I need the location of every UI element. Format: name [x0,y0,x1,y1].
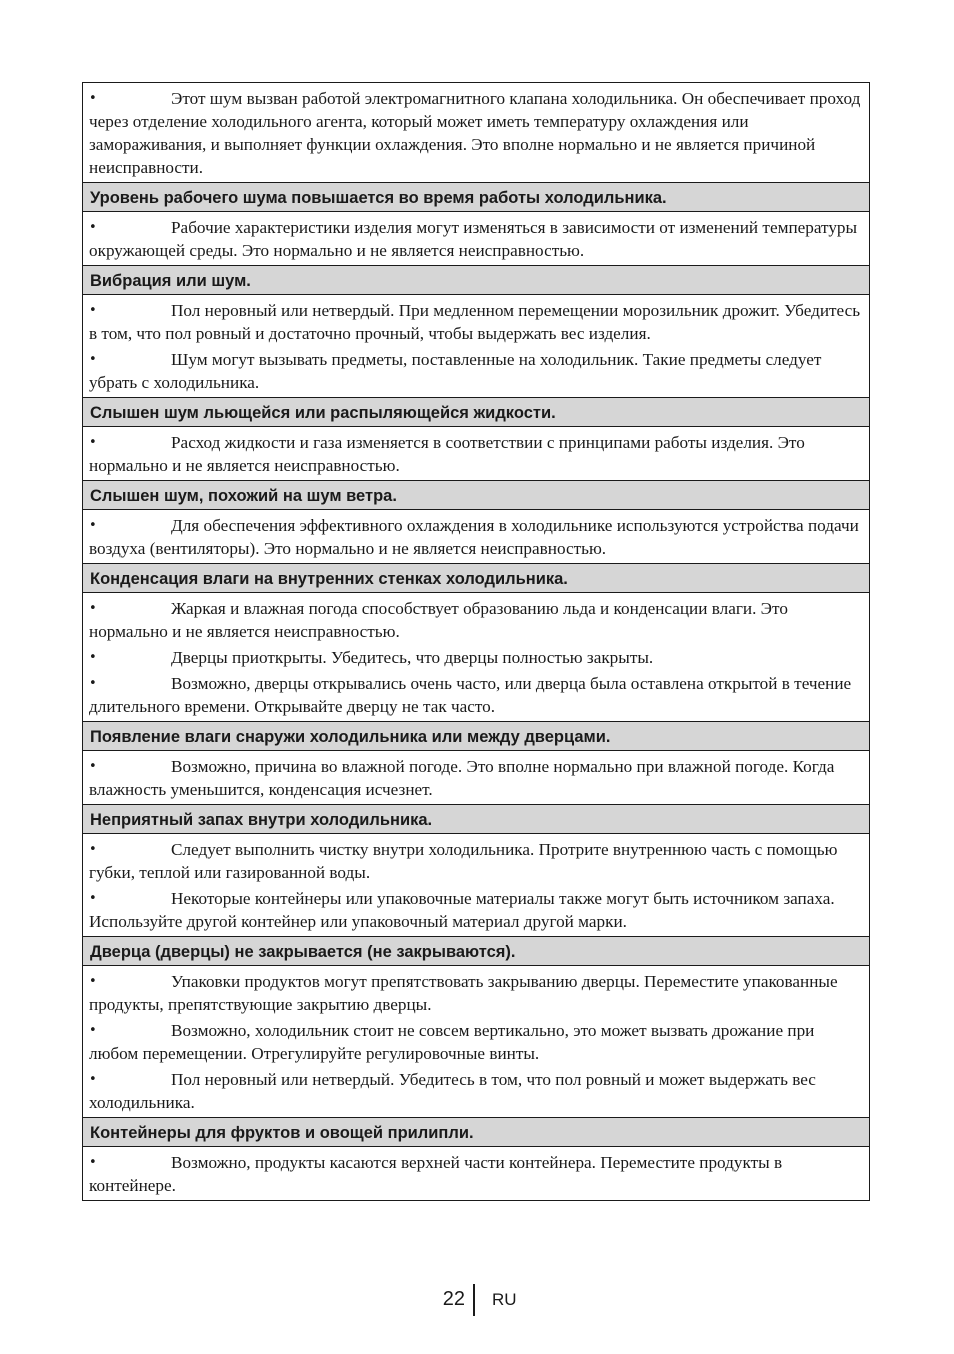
section-body [83,427,869,480]
bullet-icon: • [89,1155,97,1170]
list-item-text: Некоторые контейнеры или упаковочные материалы также могут быть источником запаха. Используйте другой контейнер или упаковочный материал другой марки. [89,889,835,931]
section-body [83,751,869,804]
bullet-icon: • [89,759,97,774]
list-item-text: Возможно, причина во влажной погоде. Это вполне нормально при влажной погоде. Когда влажность уменьшится, конденсация исчезнет. [89,757,835,799]
bullet-icon: • [89,435,97,450]
list-item-text: Возможно, холодильник стоит не совсем вертикально, это может вызвать дрожание при любом перемещении. Отрегулируйте регулировочные винты. [89,1021,815,1063]
list-item-text: Возможно, дверцы открывались очень часто, или дверца была оставлена открытой в течение длительного времени. Открывайте дверцу не так часто. [89,674,852,716]
bullet-icon: • [89,1023,97,1038]
list-item [89,970,863,1016]
section-body [83,593,869,721]
bullet-icon: • [89,352,97,367]
section-body [83,510,869,563]
section-body [83,83,869,182]
list-item [89,87,863,179]
list-item-text: Расход жидкости и газа изменяется в соответствии с принципами работы изделия. Это нормально и не является неисправностью. [89,433,805,475]
bullet-icon: • [89,650,97,665]
list-item [89,1019,863,1065]
footer-divider [473,1284,475,1316]
list-item-text: Дверцы приоткрыты. Убедитесь, что дверцы полностью закрыты. [171,648,654,667]
bullet-icon: • [89,303,97,318]
list-item [89,646,863,669]
section-body [83,1147,869,1200]
list-item-text: Этот шум вызван работой электромагнитного клапана холодильника. Он обеспечивает проход через отделение холодильного агента, который может иметь температуру охлаждения или замораживания, и выполняет функции охлаждения. Это вполне нормально и не является причиной неисправности. [89,89,861,177]
bullet-icon: • [89,842,97,857]
list-item [89,838,863,884]
list-item [89,755,863,801]
section-heading: Вибрация или шум. [83,265,869,295]
bullet-icon: • [89,518,97,533]
list-item-text: Шум могут вызывать предметы, поставленные на холодильник. Такие предметы следует убрать с холодильника. [89,350,822,392]
list-item [89,431,863,477]
list-item [89,597,863,643]
list-item [89,1151,863,1197]
section-heading: Уровень рабочего шума повышается во время работы холодильника. [83,182,869,212]
bullet-icon: • [89,891,97,906]
list-item-text: Пол неровный или нетвердый. При медленном перемещении морозильник дрожит. Убедитесь в том, что пол ровный и достаточно прочный, чтобы выдержать вес изделия. [89,301,861,343]
section-heading: Контейнеры для фруктов и овощей прилипли. [83,1117,869,1147]
section-heading: Конденсация влаги на внутренних стенках холодильника. [83,563,869,593]
list-item [89,1068,863,1114]
troubleshooting-table [82,82,870,1201]
section-body [83,966,869,1117]
bullet-icon: • [89,1072,97,1087]
bullet-icon: • [89,220,97,235]
language-code: RU [492,1290,517,1309]
section-heading: Дверца (дверцы) не закрывается (не закрываются). [83,936,869,966]
section-body [83,212,869,265]
bullet-icon: • [89,91,97,106]
bullet-icon: • [89,601,97,616]
list-item [89,299,863,345]
list-item-text: Упаковки продуктов могут препятствовать закрыванию дверцы. Переместите упакованные продукты, препятствующие закрытию дверцы. [89,972,838,1014]
list-item [89,672,863,718]
list-item-text: Рабочие характеристики изделия могут изменяться в зависимости от изменений температуры окружающей среды. Это нормально и не является неисправностью. [89,218,858,260]
bullet-icon: • [89,974,97,989]
section-heading: Появление влаги снаружи холодильника или между дверцами. [83,721,869,751]
page-number: 22 [442,1288,465,1310]
bullet-icon: • [89,676,97,691]
list-item-text: Жаркая и влажная погода способствует образованию льда и конденсации влаги. Это нормально и не является неисправностью. [89,599,788,641]
list-item-text: Пол неровный или нетвердый. Убедитесь в том, что пол ровный и может выдержать вес холодильника. [89,1070,816,1112]
list-item [89,514,863,560]
list-item [89,348,863,394]
section-body [83,834,869,936]
list-item-text: Возможно, продукты касаются верхней части контейнера. Переместите продукты в контейнере. [89,1153,783,1195]
section-heading: Слышен шум льющейся или распыляющейся жидкости. [83,397,869,427]
list-item [89,216,863,262]
list-item [89,887,863,933]
section-heading: Слышен шум, похожий на шум ветра. [83,480,869,510]
list-item-text: Для обеспечения эффективного охлаждения в холодильнике используются устройства подачи воздуха (вентиляторы). Это нормально и не является неисправностью. [89,516,859,558]
section-heading: Неприятный запах внутри холодильника. [83,804,869,834]
page-footer [0,1284,954,1316]
section-body [83,295,869,397]
list-item-text: Следует выполнить чистку внутри холодильника. Протрите внутреннюю часть с помощью губки, теплой или газированной воды. [89,840,838,882]
